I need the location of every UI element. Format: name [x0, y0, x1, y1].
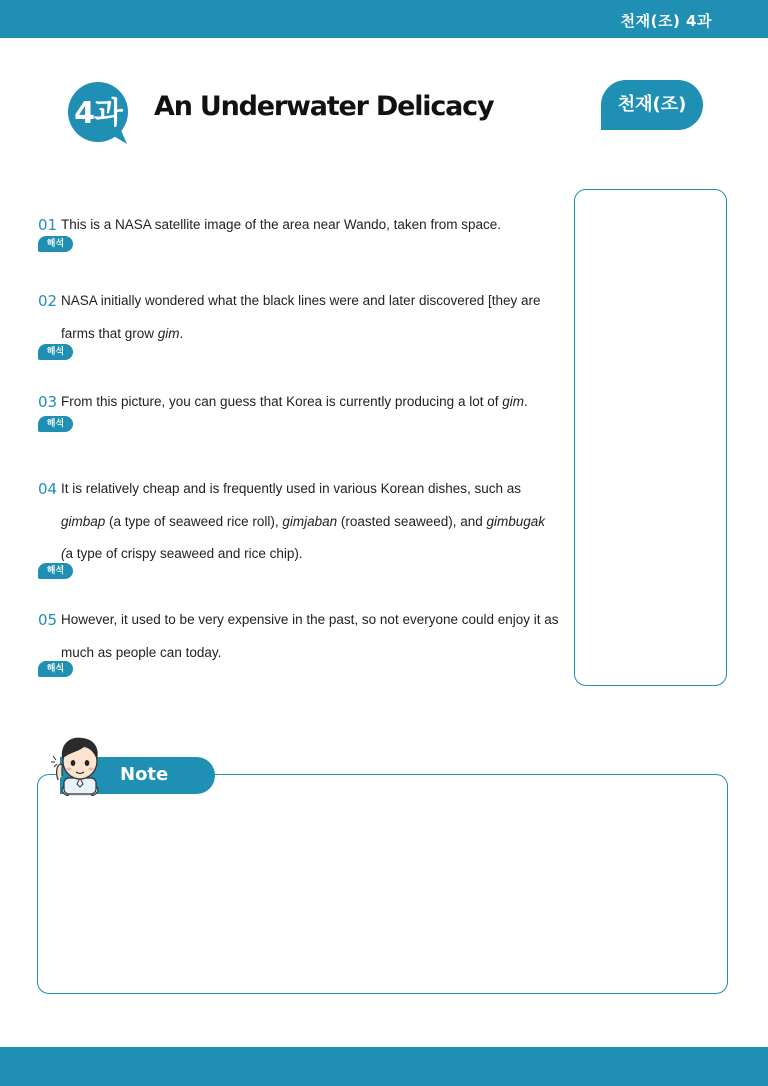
top-header-bar [0, 0, 768, 38]
sentence-text: This is a NASA satellite image of the area near Wando, taken from space. [61, 217, 501, 232]
translation-button[interactable]: 해석 [38, 236, 73, 252]
translation-button[interactable]: 해석 [38, 661, 73, 677]
translation-button[interactable]: 해석 [38, 563, 73, 579]
publisher-badge: 천재(조) [617, 94, 687, 115]
italic-term: ( [61, 546, 66, 561]
sentence-text: From this picture, you can guess that Korea is currently producing a lot of [61, 394, 503, 409]
bottom-footer-bar [0, 1047, 768, 1086]
page-title: An Underwater Delicacy [154, 91, 494, 122]
sentence-number: 02 [38, 292, 58, 310]
sentence-text: . [179, 326, 184, 341]
note-label: Note [120, 764, 169, 785]
student-character-icon [50, 734, 106, 796]
lesson-number-badge: 4과 [74, 96, 122, 131]
italic-term: gimjaban [282, 514, 338, 529]
sentence-line [61, 645, 221, 660]
sentence-number: 03 [38, 393, 58, 411]
sentence-text: farms that grow [61, 326, 158, 341]
sentence-line [61, 481, 521, 496]
sentence-text: (a type of seaweed rice roll), [105, 514, 283, 529]
note-box [37, 774, 728, 994]
sentence-line [61, 546, 303, 561]
sentence-number: 04 [38, 480, 58, 498]
translation-button[interactable]: 해석 [38, 344, 73, 360]
sentence-text: . [523, 394, 528, 409]
sentence-text: (roasted seaweed), and [337, 514, 487, 529]
sentence-text: much as people can today. [61, 645, 222, 660]
sentence-number: 01 [38, 216, 58, 234]
translation-button[interactable]: 해석 [38, 416, 73, 432]
italic-term: gimbugak [486, 514, 546, 529]
italic-term: gim [157, 326, 180, 341]
header-publisher-lesson: 천재(조) 4과 [620, 12, 712, 30]
memo-box [574, 189, 727, 686]
italic-term: gimbap [61, 514, 106, 529]
sentence-line [61, 394, 528, 409]
sentence-text: a type of crispy seaweed and rice chip). [65, 546, 303, 561]
sentence-text: It is relatively cheap and is frequently used in various Korean dishes, such as [61, 481, 522, 496]
italic-term: gim [502, 394, 524, 409]
sentence-text: NASA initially wondered what the black lines were and later discovered [they are [61, 293, 541, 308]
sentence-line [61, 217, 501, 232]
sentence-text: However, it used to be very expensive in the past, so not everyone could enjoy it as [61, 612, 559, 627]
sentence-line [61, 514, 545, 529]
sentence-line [61, 612, 559, 627]
sentence-line [61, 293, 541, 308]
sentence-number: 05 [38, 611, 58, 629]
sentence-line [61, 326, 183, 341]
